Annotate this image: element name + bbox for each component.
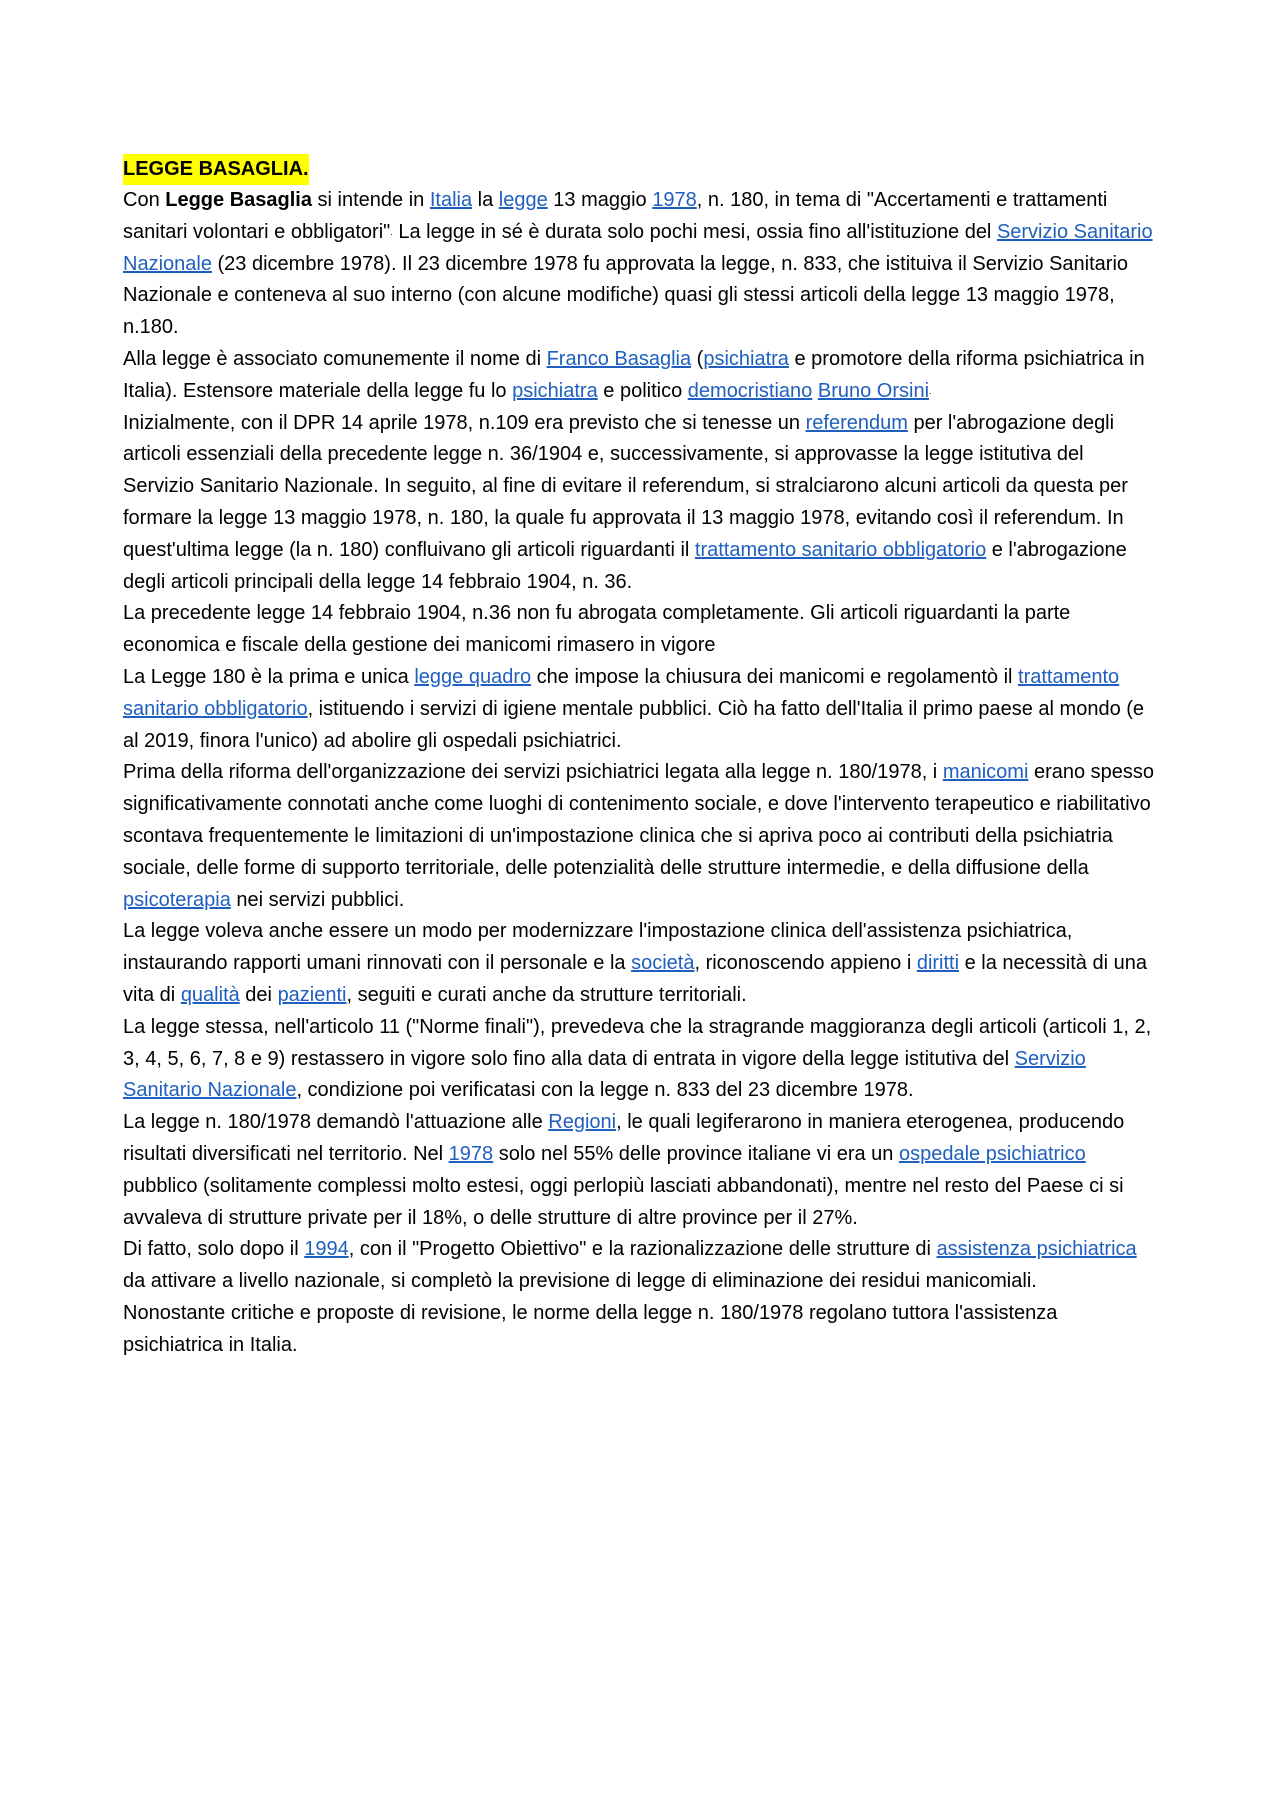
bold-term: Legge Basaglia — [165, 189, 312, 211]
link-psichiatra-2[interactable]: psichiatra — [512, 379, 598, 402]
link-trattamento-sanitario-obbligatorio-2[interactable]: trattamento sanitario obbligatorio — [123, 665, 1120, 720]
link-1978[interactable]: 1978 — [652, 189, 697, 211]
link-legge-quadro[interactable]: legge quadro — [414, 665, 532, 688]
link-ospedale-psichiatrico[interactable]: ospedale psichiatrico — [898, 1142, 1086, 1165]
paragraph-conclusione: Nonostante critiche e proposte di revisione, le norme della legge n. 180/1978 regolano tuttora l'assistenza psichiatrica in Italia. — [123, 1301, 1058, 1356]
paragraph-modernizzare: La legge voleva anche essere un modo per modernizzare l'impostazione clinica dell'assistenza psichiatrica, instaurando rapporti umani rinnovati con il personale e la società, riconoscendo appieno i diritti e la necessità di una vita di qualità dei pazienti, seguiti e curati anche da strutture territoriali. — [123, 920, 1147, 1006]
paragraph-norme-finali: La legge stessa, nell'articolo 11 ("Norme finali"), prevedeva che la stragrande maggioranza degli articoli (articoli 1, 2, 3, 4, 5, 6, 7, 8 e 9) restassero in vigore solo fino alla data di entrata in vigore della legge istitutiva del Servizio Sanitario Nazionale, condizione poi verificatasi con la legge n. 833 del 23 dicembre 1978. — [123, 1015, 1152, 1102]
link-franco-basaglia[interactable]: Franco Basaglia — [546, 347, 692, 370]
paragraph-name: Alla legge è associato comunemente il nome di Franco Basaglia (psichiatra e promotore della riforma psichiatrica in Italia). Estensore materiale della legge fu lo psichiatra e politico democristiano Bruno Orsini. — [123, 347, 1145, 402]
link-1978-2[interactable]: 1978 — [448, 1142, 494, 1165]
link-legge[interactable]: legge — [498, 189, 548, 211]
document-title: LEGGE BASAGLIA. — [123, 154, 309, 185]
paragraph-definition: Con Legge Basaglia si intende in Italia la legge 13 maggio 1978, n. 180, in tema di "Accertamenti e trattamenti sanitari volontari e obbligatori". La legge in sé è durata solo pochi mesi, ossia fino all'istituzione del Servizio Sanitario Nazionale (23 dicembre 1978). Il 23 dicembre 1978 fu approvata la legge, n. 833, che istituiva il Servizio Sanitario Nazionale e conteneva al suo interno (con alcune modifiche) quasi gli stessi articoli della legge 13 maggio 1978, n.180. — [123, 189, 1153, 339]
link-diritti[interactable]: diritti — [916, 952, 960, 975]
link-servizio-sanitario-nazionale-2[interactable]: Servizio Sanitario Nazionale — [123, 1047, 1086, 1102]
link-democristiano[interactable]: democristiano — [687, 379, 813, 402]
link-servizio-sanitario-nazionale[interactable]: Servizio Sanitario Nazionale — [123, 220, 1153, 275]
link-societa[interactable]: società — [631, 952, 695, 975]
link-assistenza-psichiatrica[interactable]: assistenza psichiatrica — [936, 1238, 1137, 1261]
paragraph-regioni: La legge n. 180/1978 demandò l'attuazione alle Regioni, le quali legiferarono in maniera eterogenea, producendo risultati diversificati nel territorio. Nel 1978 solo nel 55% delle province italiane vi era un ospedale psichiatrico pubblico (solitamente complessi molto estesi, oggi perlopiù lasciati abbandonati), mentre nel resto del Paese ci si avvaleva di strutture private per il 18%, o delle strutture di altre province per il 27%. — [123, 1111, 1125, 1229]
link-bruno-orsini[interactable]: Bruno Orsini — [817, 379, 930, 402]
link-regioni[interactable]: Regioni — [548, 1111, 617, 1134]
link-psichiatra[interactable]: psichiatra — [703, 347, 789, 370]
link-italia[interactable]: Italia — [429, 189, 473, 211]
link-qualita[interactable]: qualità — [180, 983, 240, 1006]
link-referendum[interactable]: referendum — [805, 411, 908, 434]
link-manicomi[interactable]: manicomi — [942, 761, 1029, 784]
link-trattamento-sanitario-obbligatorio[interactable]: trattamento sanitario obbligatorio — [694, 538, 987, 561]
link-1994[interactable]: 1994 — [304, 1238, 349, 1261]
link-pazienti[interactable]: pazienti — [277, 983, 347, 1006]
paragraph-legge-180: La Legge 180 è la prima e unica legge quadro che impose la chiusura dei manicomi e regolamentò il trattamento sanitario obbligatorio, istituendo i servizi di igiene mentale pubblici. Ciò ha fatto dell'Italia il primo paese al mondo (e al 2019, finora l'unico) ad abolire gli ospedali psichiatrici. — [123, 665, 1145, 752]
paragraph-progetto-obiettivo: Di fatto, solo dopo il 1994, con il "Progetto Obiettivo" e la razionalizzazione delle strutture di assistenza psichiatrica da attivare a livello nazionale, si completò la previsione di legge di eliminazione dei residui manicomiali. — [123, 1238, 1137, 1293]
link-psicoterapia[interactable]: psicoterapia — [123, 888, 231, 911]
paragraph-prima-della-riforma: Prima della riforma dell'organizzazione dei servizi psichiatrici legata alla legge n. 180/1978, i manicomi erano spesso significativamente connotati anche come luoghi di contenimento sociale, e dove l'intervento terapeutico e riabilitativo scontava frequentemente le limitazioni di un'impostazione clinica che si apriva poco ai contributi della psichiatria sociale, delle forme di supporto territoriale, delle potenzialità delle strutture intermedie, e della diffusione della psicoterapia nei servizi pubblici. — [123, 761, 1155, 911]
paragraph-referendum: Inizialmente, con il DPR 14 aprile 1978, n.109 era previsto che si tenesse un referendum per l'abrogazione degli articoli essenziali della precedente legge n. 36/1904 e, successivamente, si approvasse la legge istitutiva del Servizio Sanitario Nazionale. In seguito, al fine di evitare il referendum, si stralciarono alcuni articoli da questa per formare la legge 13 maggio 1978, n. 180, la quale fu approvata il 13 maggio 1978, evitando così il referendum. In quest'ultima legge (la n. 180) confluivano gli articoli riguardanti il trattamento sanitario obbligatorio e l'abrogazione degli articoli principali della legge 14 febbraio 1904, n. 36. — [123, 411, 1128, 593]
paragraph-precedente-legge: La precedente legge 14 febbraio 1904, n.36 non fu abrogata completamente. Gli articoli riguardanti la parte economica e fiscale della gestione dei manicomi rimasero in vigore — [123, 602, 1071, 657]
